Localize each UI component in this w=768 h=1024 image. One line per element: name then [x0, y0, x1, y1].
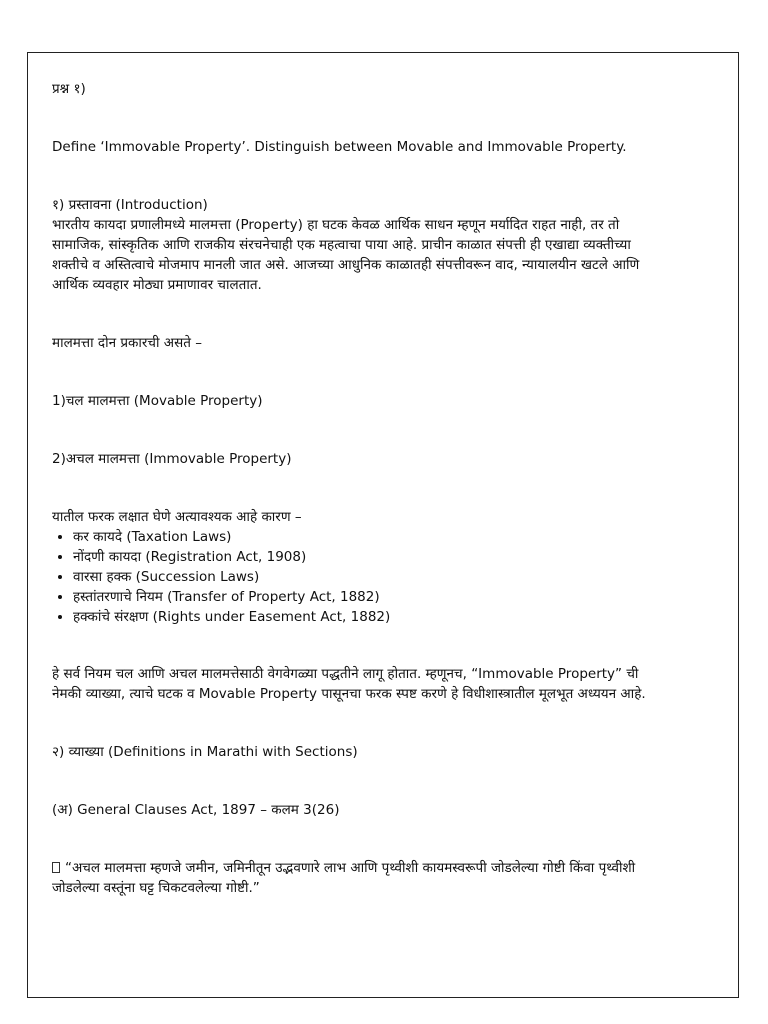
introduction-line: भारतीय कायदा प्रणालीमध्ये मालमत्ता (Property) हा घटक केवळ आर्थिक साधन म्हणून मर्यादित राहत नाही, तर तो [52, 217, 620, 233]
document-content [52, 79, 716, 898]
introduction-line: सामाजिक, सांस्कृतिक आणि राजकीय संरचनेचाही एक महत्वाचा पाया आहे. प्राचीन काळात संपत्ती ही एखाद्या व्यक्तीच्या [52, 237, 631, 253]
importance-statement: यातील फरक लक्षात घेणे अत्यावश्यक आहे कारण – [52, 509, 302, 525]
quote-text: “अचल मालमत्ता म्हणजे जमीन, जमिनीतून उद्भवणारे लाभ आणि पृथ्वीशी कायमस्वरूपी जोडलेल्या गोष्टी किंवा पृथ्वीशी [65, 860, 636, 876]
laws-list [52, 527, 716, 627]
document-page [27, 52, 739, 998]
conclusion-line: नेमकी व्याख्या, त्याचे घटक व Movable Property पासूनचा फरक स्पष्ट करणे हे विधीशास्त्रातील मूलभूत अध्ययन आहे. [52, 686, 646, 702]
general-clauses-quote [52, 858, 716, 898]
conclusion-paragraph [52, 664, 716, 704]
question-text: Define ‘Immovable Property’. Distinguish between Movable and Immovable Property. [52, 139, 627, 155]
list-item: • नोंदणी कायदा (Registration Act, 1908) [73, 547, 716, 567]
immovable-property-item: 2)अचल मालमत्ता (Immovable Property) [52, 451, 292, 467]
introduction-line: आर्थिक व्यवहार मोठ्या प्रमाणावर चालतात. [52, 277, 262, 293]
list-item: • वारसा हक्क (Succession Laws) [73, 567, 716, 587]
introduction-heading: १) प्रस्तावना (Introduction) [52, 197, 208, 213]
quote-line: जोडलेल्या वस्तूंना घट्ट चिकटवलेल्या गोष्टी.” [52, 880, 260, 896]
list-item: • हस्तांतरणाचे नियम (Transfer of Property Act, 1882) [73, 587, 716, 607]
definitions-heading: २) व्याख्या (Definitions in Marathi with Sections) [52, 744, 358, 760]
property-types-intro: मालमत्ता दोन प्रकारची असते – [52, 335, 202, 351]
introduction-line: शक्तीचे व अस्तित्वाचे मोजमाप मानली जात असे. आजच्या आधुनिक काळातही संपत्तीवरून वाद, न्यायालयीन खटले आणि [52, 257, 640, 273]
list-item: • कर कायदे (Taxation Laws) [73, 527, 716, 547]
missing-glyph-icon [52, 862, 60, 873]
introduction-section [52, 195, 716, 295]
movable-property-item: 1)चल मालमत्ता (Movable Property) [52, 393, 263, 409]
quote-line [52, 858, 716, 878]
conclusion-line: हे सर्व नियम चल आणि अचल मालमत्तेसाठी वेगवेगळ्या पद्धतीने लागू होतात. म्हणूनच, “Immovable Property” ची [52, 666, 639, 682]
general-clauses-heading: (अ) General Clauses Act, 1897 – कलम 3(26) [52, 802, 340, 818]
list-item: • हक्कांचे संरक्षण (Rights under Easement Act, 1882) [73, 607, 716, 627]
question-label: प्रश्न १) [52, 81, 86, 97]
